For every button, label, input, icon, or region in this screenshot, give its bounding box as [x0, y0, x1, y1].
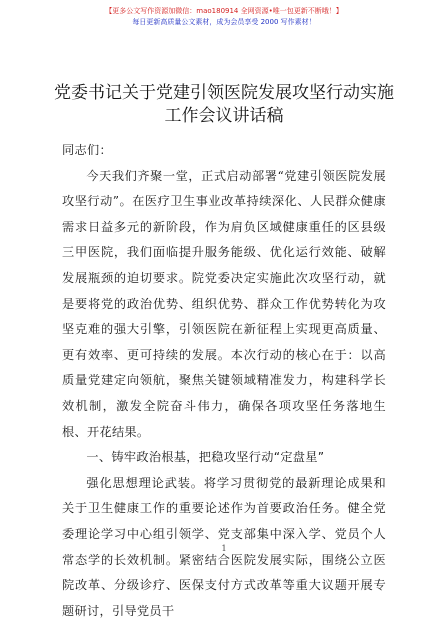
promo-banner-line2: 每日更新高质量公文素材，成为会员享受 2000 写作素材！ — [132, 18, 316, 26]
section-heading-1: 一、铸牢政治根基，把稳攻坚行动“定盘星” — [86, 450, 325, 465]
promo-banner — [0, 6, 448, 28]
document-title-line1: 党委书记关于党建引领医院发展攻坚行动实施 — [54, 83, 394, 103]
paragraph-section-1: 强化思想理论武装。将学习贯彻党的最新理论成果和关于卫生健康工作的重要论述作为首要政治任务。健全党委理论学习中心组引领学、党支部集中深入学、党员个人常态学的长效机制。紧密结合医院发展实际，围绕公立医院改革、分级诊疗、医保支付方式改革等重大议题开展专题研讨，引导党员干 — [62, 475, 386, 618]
document-title — [0, 82, 448, 128]
page-number: 1 — [221, 544, 227, 553]
document-title-line2: 工作会议讲话稿 — [164, 106, 284, 126]
greeting: 同志们： — [62, 143, 112, 157]
paragraph-intro: 今天我们齐聚一堂，正式启动部署“党建引领医院发展攻坚行动”。在医疗卫生事业改革持续深化、人民群众健康需求日益多元的新阶段，作为肩负区域健康重任的区县级三甲医院，我们面临提升服务能级、优化运行效能、破解发展瓶颈的迫切要求。院党委决定实施此次攻坚行动，就是要将党的政治优势、组织优势、群众工作优势转化为攻坚克难的强大引擎，引领医院在新征程上实现更高质量、更有效率、更可持续的发展。本次行动的核心在于：以高质量党建定向领航，聚焦关键领域精准发力，构建科学长效机制，激发全院奋斗伟力，确保各项攻坚任务落地生根、开花结果。 — [62, 168, 386, 439]
promo-banner-line1: 【更多公文写作资源加微信：mao180914 全网资源•唯一包更新不断哦！】 — [105, 7, 343, 15]
